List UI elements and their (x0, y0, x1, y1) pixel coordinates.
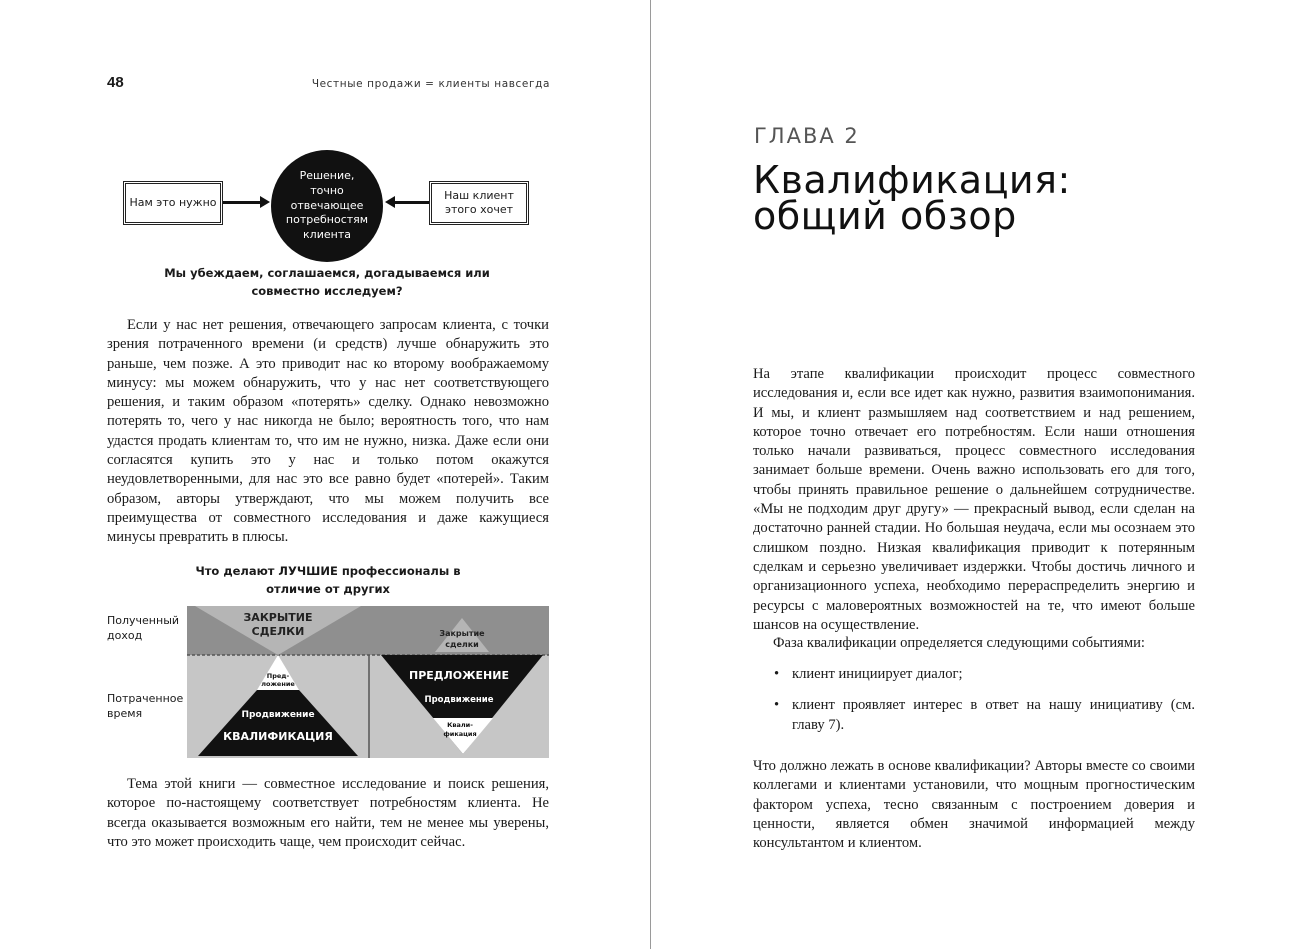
axis-label-time: Потраченное время (107, 692, 184, 720)
right-proposal-label: ПРЕДЛОЖЕНИЕ (409, 669, 509, 682)
arrow-left-icon (394, 201, 429, 204)
bullet-icon: • (774, 666, 780, 682)
left-proposal-label-1: Пред- (266, 672, 290, 680)
axis-label-income: Полученный доход (107, 614, 180, 642)
list-item-text: клиент проявляет интерес в ответ на нашу инициативу (см. главу 7). (792, 697, 1195, 733)
want-box (429, 181, 529, 225)
page-number: 48 (107, 74, 124, 91)
body-paragraph: Фаза квалификации определяется следующими событиями: (773, 635, 1145, 651)
right-qualification-label-1: Квали- (447, 721, 473, 729)
list-item (772, 696, 1195, 735)
list-item-text: клиент инициирует диалог; (792, 666, 963, 682)
body-paragraph: Тема этой книги — совместное исследование и поиск решения, которое по-настоящему соответствует потребностям клиента. Не всегда оказывается возможным его найти, тем не менее мы уверены, что это может происходить чаще, чем происходит сейчас. (107, 776, 549, 850)
arrow-right-icon (223, 201, 261, 204)
solution-circle-label: Решение, точно отвечающее потребностям клиента (285, 168, 369, 242)
diagram-caption: Мы убеждаем, соглашаемся, догадываемся или совместно исследуем? (164, 266, 490, 299)
right-qualification-label-2: фикация (443, 730, 477, 738)
right-closing-label-1: Закрытие (439, 629, 485, 638)
chapter-title-line-1: Квалификация: (753, 158, 1071, 202)
left-qualification-label: КВАЛИФИКАЦИЯ (223, 730, 333, 743)
running-head: Честные продажи = клиенты навсегда (311, 78, 550, 90)
list-item (772, 665, 1195, 684)
body-paragraph: Что должно лежать в основе квалификации? Авторы вместе со своими коллегами и клиентами установили, что мощным прогностическим фактором успеха, тесно связанным с построением доверия и ценности, является обмен значимой информацией между консультантом и клиентом. (753, 758, 1195, 852)
chapter-label: ГЛАВА 2 (754, 124, 860, 148)
body-paragraph: Если у нас нет решения, отвечающего запросам клиента, с точки зрения потраченного времени (и средств) лучше обнаружить это раньше, чем позже. А это приводит нас ко второму воображаемому минусу: мы можем обнаружить, что у нас нет соответствующего решения, и таким образом «потерять» сделку. Однако невозможно потерять то, чего у нас никогда не было; вероятность того, что нам удастся продать клиентам то, что им не нужно, низка. Даже если они согласятся купить это у нас и только потом окажутся неудовлетворенными, для нас это все равно будет «потерей». Таким образом, авторы утверждают, что мы можем получить все преимущества от совместного исследования и даже кажущиеся минусы превратить в плюсы. (107, 317, 549, 546)
pyramid-caption: Что делают ЛУЧШИЕ профессионалы в отличие от других (195, 564, 461, 597)
pyramid-diagram (187, 606, 549, 758)
want-box-label: Наш клиент этого хочет (444, 188, 514, 216)
left-closing-label-2: СДЕЛКИ (251, 625, 305, 638)
need-box-label: Нам это нужно (129, 195, 217, 209)
right-promotion-label: Продвижение (424, 695, 494, 705)
bullet-icon: • (774, 697, 780, 714)
events-list (772, 665, 1195, 747)
left-closing-label-1: ЗАКРЫТИЕ (243, 611, 313, 624)
left-promotion-label: Продвижение (241, 710, 315, 720)
need-box (123, 181, 223, 225)
left-page (0, 0, 650, 949)
left-proposal-label-2: ложение (261, 680, 295, 688)
body-paragraph: На этапе квалификации происходит процесс совместного исследования и, если все идет как нужно, развития взаимопонимания. И мы, и клиент размышляем над соответствием и над решением, которое точно отвечает его потребностям. Если наши отношения только начали развиваться, процесс совместного исследования занимает больше времени. Очень важно использовать его для того, чтобы принять правильное решение о дальнейшем сотрудничестве. «Мы не подходим друг другу» — прекрасный вывод, если сделан на достаточно ранней стадии. Но большая неудача, если мы осознаем это слишком поздно. Низкая квалификация приводит к потерянным сделкам и серьезно увеличивает издержки. Чтобы достичь личного и организационного успеха, необходимо перераспределить энергию и ресурсы с маловероятных возможностей на те, что имеют больше шансов на осуществление. (753, 366, 1195, 633)
chapter-title (753, 158, 1071, 238)
right-closing-label-2: сделки (445, 640, 479, 649)
solution-circle (271, 150, 383, 262)
chapter-title-line-2: общий обзор (753, 194, 1017, 238)
